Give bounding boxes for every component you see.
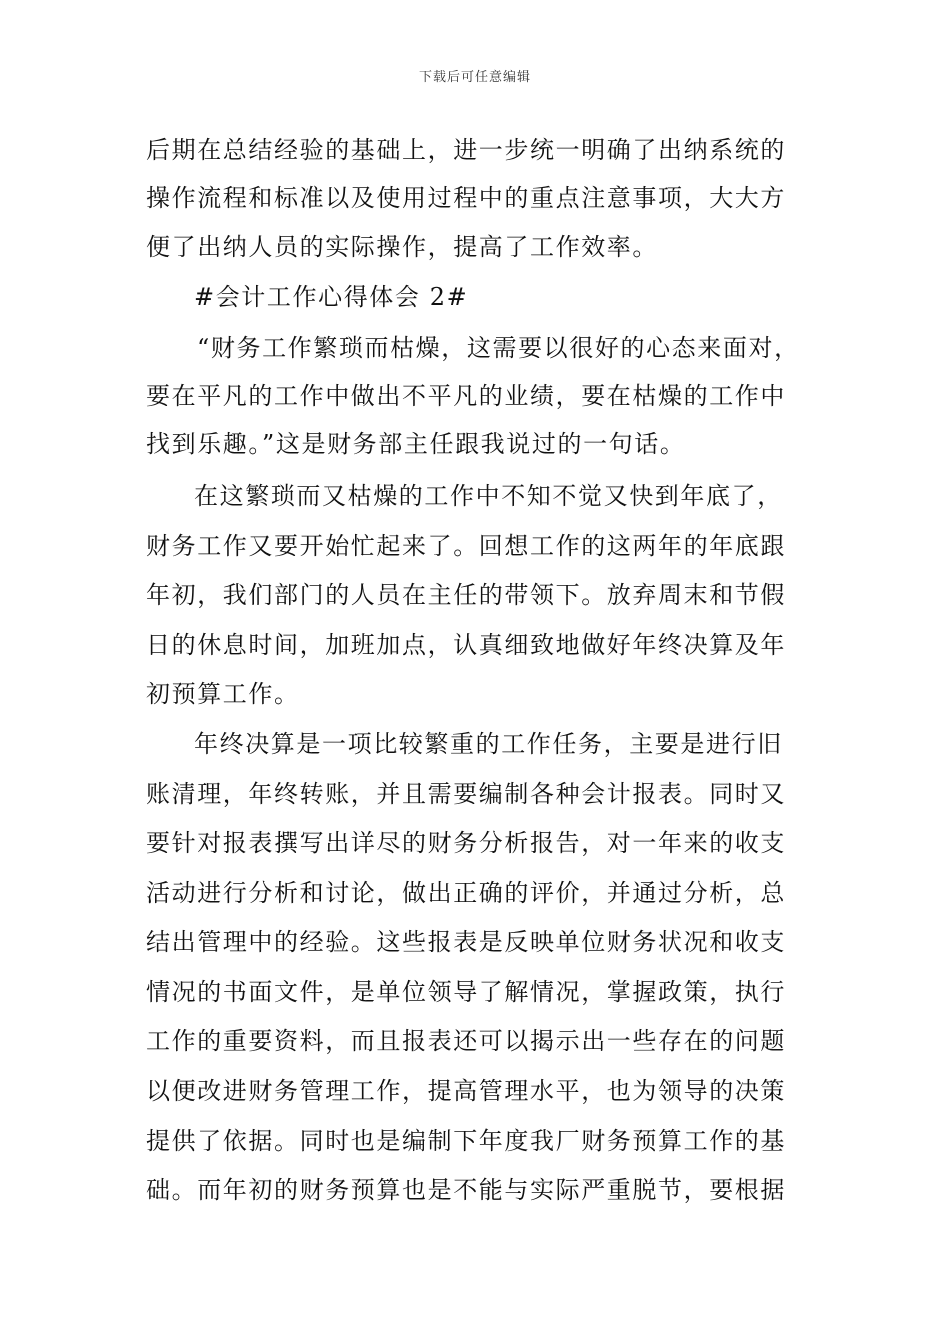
section-heading: #会计工作心得体会 2# [194,283,469,311]
text-line: 结出管理中的经验。这些报表是反映单位财务状况和收支 [146,928,786,956]
text-line: “财务工作繁琐而枯燥，这需要以很好的心态来面对， [197,334,800,362]
text-line: 在这繁琐而又枯燥的工作中不知不觉又快到年底了， [194,482,783,510]
text-line: 操作流程和标准以及使用过程中的重点注意事项，大大方 [146,184,786,212]
text-line: 初预算工作。 [146,680,300,708]
text-line: 后期在总结经验的基础上，进一步统一明确了出纳系统的 [146,136,786,164]
text-line: 提供了依据。同时也是编制下年度我厂财务预算工作的基 [146,1127,786,1155]
page-header-note: 下载后可任意编辑 [418,70,531,85]
text-line: 年终决算是一项比较繁重的工作任务，主要是进行旧 [194,730,783,758]
text-line: 础。而年初的财务预算也是不能与实际严重脱节，要根据 [146,1176,786,1204]
text-line: 情况的书面文件，是单位领导了解情况，掌握政策，执行 [146,978,786,1006]
text-line: 财务工作又要开始忙起来了。回想工作的这两年的年底跟 [146,532,786,560]
text-line: 要在平凡的工作中做出不平凡的业绩，要在枯燥的工作中 [146,382,786,410]
text-line: 要针对报表撰写出详尽的财务分析报告，对一年来的收支 [146,829,786,857]
text-line: 账清理，年终转账，并且需要编制各种会计报表。同时又 [146,780,786,808]
text-line: 活动进行分析和讨论，做出正确的评价，并通过分析，总 [146,879,786,907]
text-line: 年初，我们部门的人员在主任的带领下。放弃周末和节假 [146,581,786,609]
text-line: 日的休息时间，加班加点，认真细致地做好年终决算及年 [146,631,786,659]
text-line: 以便改进财务管理工作，提高管理水平，也为领导的决策 [146,1077,786,1105]
text-line: 便了出纳人员的实际操作，提高了工作效率。 [146,233,658,261]
text-line: 工作的重要资料，而且报表还可以揭示出一些存在的问题 [146,1027,786,1055]
text-line: 找到乐趣。”这是财务部主任跟我说过的一句话。 [146,430,686,458]
